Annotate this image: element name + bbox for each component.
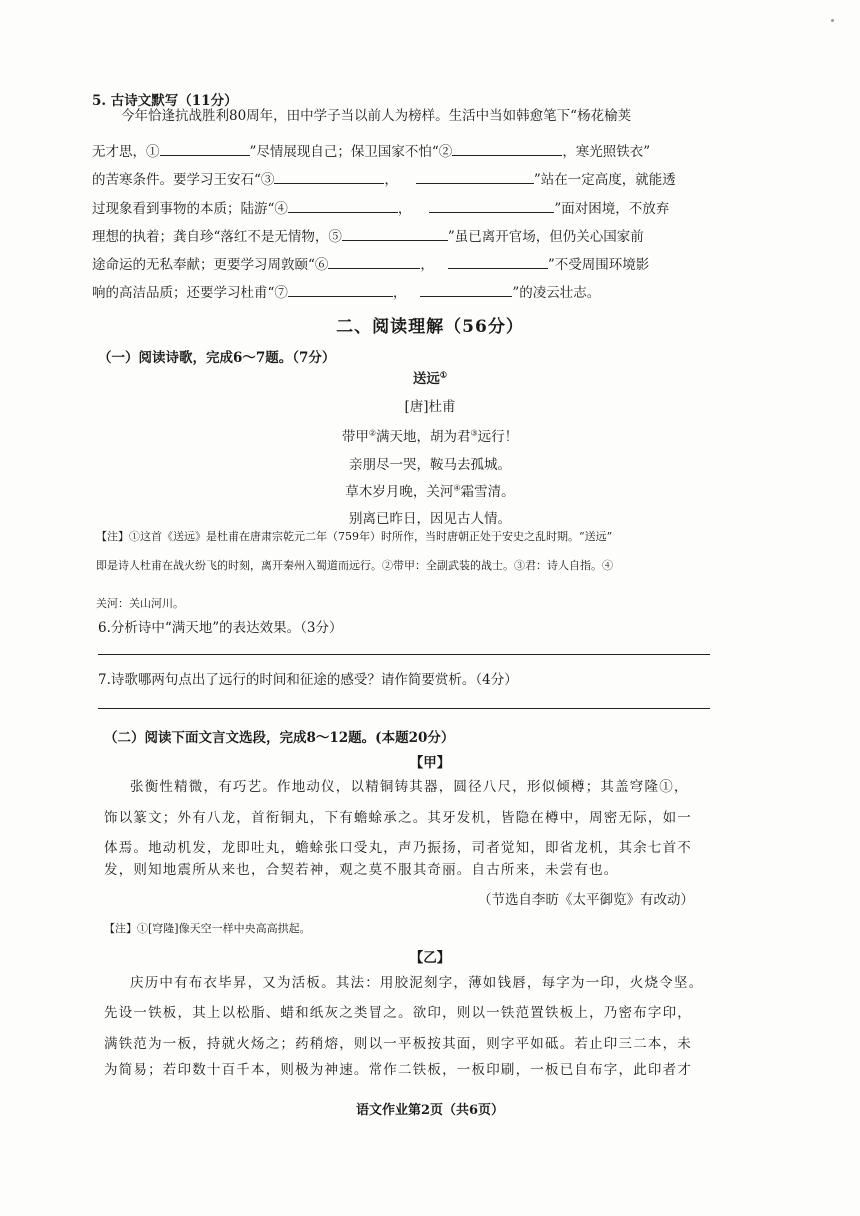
q5-text: 响的高洁品质；还要学习杜甫“⑦ (92, 285, 288, 301)
yi-line-1: 庆历中有布衣毕昇，又为活板。其法：用胶泥刻字，薄如钱唇，每字为一印，火烧令坚。 (130, 975, 704, 991)
question-5-title: 5. 古诗文默写（11分） (92, 93, 238, 109)
poem-text: 满天地，胡为君 (376, 429, 471, 445)
poem-line-3 (0, 480, 860, 500)
jia-source: （节选自李昉《太平御览》有改动） (478, 892, 694, 908)
q5-line-7 (92, 278, 600, 308)
jia-line-3: 体焉。地动机发，龙即吐丸，蟾蜍张口受丸，声乃振扬，司者觉知，即省龙机，其余七首不 (104, 840, 692, 856)
blank-3a[interactable] (274, 169, 384, 184)
q5-text: ”站在一定高度，就能透 (533, 172, 676, 188)
jia-line-1: 张衡性精微，有巧艺。作地动仪，以精铜铸其器，圆径八尺，形似倾樽；其盖穹隆①， (130, 779, 689, 795)
scan-speck (831, 19, 834, 22)
note-mark: ② (368, 428, 376, 438)
q5-text: 的苦寒条件。要学习王安石“③ (92, 172, 275, 188)
blank-6a[interactable] (328, 254, 420, 269)
poem-author: [唐]杜甫 (404, 399, 456, 415)
passage-jia-label: 【甲】 (409, 755, 451, 771)
blank-7b[interactable] (420, 282, 512, 297)
poem-text: 霜雪清。 (460, 484, 515, 500)
blank-1[interactable] (160, 141, 250, 156)
jia-note: 【注】①[穹隆]像天空一样中央高高拱起。 (104, 922, 311, 935)
q5-line-3 (92, 165, 676, 195)
question-7: 7.诗歌哪两句点出了远行的时间和征途的感受？请作简要赏析。（4分） (98, 672, 518, 688)
passage-yi-label: 【乙】 (409, 950, 451, 966)
jia-line-2: 饰以篆文；外有八龙，首衔铜丸，下有蟾蜍承之。其牙发机，皆隐在樽中，周密无际，如一 (104, 810, 692, 826)
part-1-title: （一）阅读诗歌，完成6～7题。（7分） (98, 350, 336, 366)
q5-line-2 (92, 137, 650, 167)
answer-line-7[interactable] (98, 708, 710, 709)
poem-text: 草木岁月晚，关河 (345, 484, 454, 500)
q5-text: 理想的执着；龚自珍“落红不是无情物，⑤ (92, 229, 342, 245)
q5-text: ，寒光照铁衣” (562, 144, 651, 160)
blank-6b[interactable] (448, 254, 548, 269)
poem-title-text: 送远 (412, 371, 440, 387)
question-6: 6.分析诗中“满天地”的表达效果。（3分） (98, 620, 343, 636)
q5-text: ， (392, 285, 407, 301)
answer-line-6[interactable] (98, 654, 710, 655)
q5-line-4 (92, 194, 669, 224)
page-footer: 语文作业第2页（共6页） (355, 1103, 505, 1118)
blank-4a[interactable] (288, 198, 398, 213)
q5-text: 无才思，① (92, 144, 160, 160)
q5-line-1: 今年恰逢抗战胜利80周年，田中学子当以前人为榜样。生活中当如韩愈笔下“杨花榆荚 (121, 108, 632, 124)
jia-line-4: 发，则知地震所从来也，合契若神，观之莫不服其奇丽。自古所来，未尝有也。 (104, 862, 619, 878)
yi-line-3: 满铁范为一板，持就火炀之；药稍熔，则以一平板按其面，则字平如砥。若止印三二本，未 (104, 1036, 692, 1052)
note-mark: ③ (470, 428, 478, 438)
q5-text: 途命运的无私奉献；更要学习周敦颐“⑥ (92, 257, 329, 273)
blank-5[interactable] (342, 226, 448, 241)
part-2-title: （二）阅读下面文言文选段，完成8～12题。(本题20分） (104, 730, 455, 746)
q5-text: ， (397, 201, 412, 217)
q5-text: ”虽已离开官场，但仍关心国家前 (447, 229, 644, 245)
q5-text: ”尽情展现自己；保卫国家不怕“② (249, 144, 453, 160)
poem-text: 远行！ (477, 429, 519, 445)
q5-text: ”的凌云壮志。 (512, 285, 601, 301)
q5-line-5 (92, 222, 644, 252)
poem-note-3: 关河：关山河川。 (96, 597, 184, 610)
blank-2[interactable] (452, 141, 562, 156)
poem-title-note-mark: ① (439, 369, 448, 380)
poem-text: 带甲 (341, 429, 369, 445)
poem-line-1 (0, 425, 860, 445)
q5-text: 过现象看到事物的本质；陆游“④ (92, 201, 288, 217)
blank-7a[interactable] (288, 282, 393, 297)
poem-line-2: 亲朋尽一哭，鞍马去孤城。 (349, 457, 511, 473)
blank-3b[interactable] (416, 169, 534, 184)
poem-line-4: 别离已昨日，因见古人情。 (349, 511, 511, 527)
poem-title (0, 367, 860, 387)
yi-line-4: 为简易；若印数十百千本，则极为神速。常作二铁板，一板印刷，一板已自布字，此印者才 (104, 1062, 692, 1078)
poem-note-1: 【注】①这首《送远》是杜甫在唐肃宗乾元二年（759年）时所作，当时唐朝正处于安史之乱时期。“送远” (96, 530, 613, 543)
q5-text: ”面对困境，不放弃 (554, 201, 670, 217)
section-2-title: 二、阅读理解（56分） (336, 317, 524, 337)
poem-note-2: 即是诗人杜甫在战火纷飞的时刻，离开秦州入蜀道而远行。②带甲：全副武装的战士。③君：诗人自指。④ (96, 559, 613, 572)
q5-text: ， (420, 257, 434, 273)
blank-4b[interactable] (429, 198, 554, 213)
q5-line-6 (92, 250, 649, 280)
note-mark: ④ (453, 483, 461, 493)
q5-text: ， (384, 172, 398, 188)
yi-line-2: 先设一铁板，其上以松脂、蜡和纸灰之类冒之。欲印，则以一铁范置铁板上，乃密布字印， (104, 1005, 692, 1021)
q5-text: ”不受周围环境影 (547, 257, 650, 273)
